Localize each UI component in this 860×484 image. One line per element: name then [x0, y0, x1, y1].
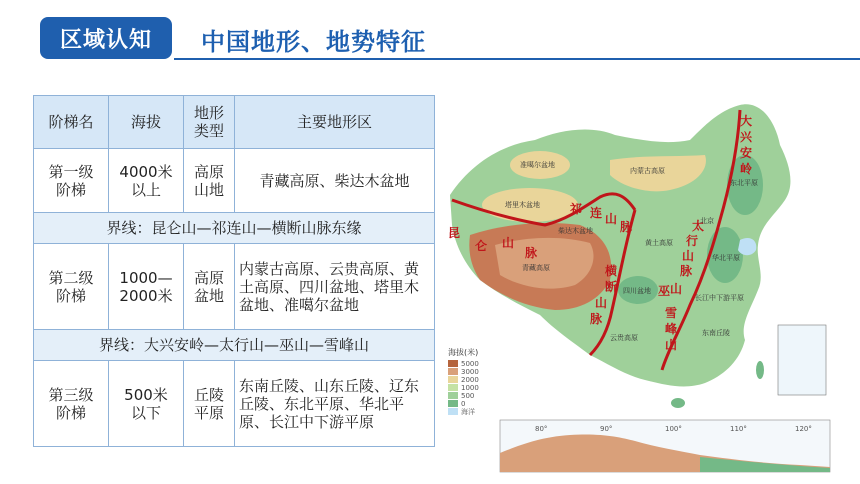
terrain-profile	[500, 420, 830, 472]
daxinganling-char: 安	[740, 146, 753, 160]
step-regions: 内蒙古高原、云贵高原、黄土高原、四川盆地、塔里木盆地、准噶尔盆地	[235, 244, 435, 330]
qilian-char: 连	[590, 206, 603, 220]
place-label: 东南丘陵	[702, 329, 730, 337]
step-elevation: 4000米 以上	[109, 149, 184, 213]
taihang-char: 山	[682, 249, 695, 263]
place-label: 四川盆地	[623, 287, 651, 295]
legend-swatch	[448, 408, 458, 415]
col-header-step: 阶梯名	[34, 96, 109, 149]
xuefeng-char: 山	[665, 338, 678, 352]
xuefeng-char: 峰	[665, 322, 678, 336]
place-label: 云贵高原	[610, 334, 638, 342]
step-name: 第二级 阶梯	[34, 244, 109, 330]
step-type: 高原 山地	[184, 149, 235, 213]
legend-label: 0	[461, 400, 466, 408]
hainan	[671, 398, 685, 408]
place-label: 东北平原	[730, 179, 758, 187]
hengduan-char: 脉	[590, 312, 603, 326]
col-header-regions: 主要地形区	[235, 96, 435, 149]
qilian-char: 脉	[620, 220, 633, 234]
step-name: 第一级 阶梯	[34, 149, 109, 213]
place-label: 准噶尔盆地	[520, 161, 555, 169]
qilian-char: 山	[605, 212, 618, 226]
legend-title: 海拔(米)	[448, 348, 479, 357]
place-label: 柴达木盆地	[558, 227, 593, 235]
legend-swatch	[448, 384, 458, 391]
step-type: 丘陵 平原	[184, 361, 235, 447]
hengduan-char: 横	[605, 264, 618, 278]
legend-swatch	[448, 376, 458, 383]
place-label: 长江中下游平原	[695, 294, 744, 302]
legend-label: 3000	[461, 368, 479, 376]
legend-label: 2000	[461, 376, 479, 384]
col-header-type: 地形 类型	[184, 96, 235, 149]
daxinganling-char: 岭	[740, 162, 753, 176]
legend-swatch	[448, 400, 458, 407]
place-label: 黄土高原	[645, 239, 673, 247]
legend-label: 500	[461, 392, 475, 400]
taiwan	[756, 361, 764, 379]
legend-label: 1000	[461, 384, 479, 392]
table-row	[34, 330, 435, 361]
daxinganling-char: 兴	[740, 130, 753, 144]
col-header-elevation: 海拔	[109, 96, 184, 149]
kunlun-char: 昆	[448, 226, 461, 240]
hengduan-char: 山	[595, 296, 608, 310]
daxinganling-char: 大	[740, 114, 753, 128]
step-elevation: 1000— 2000米	[109, 244, 184, 330]
kunlun-char: 山	[502, 236, 515, 250]
step-regions: 东南丘陵、山东丘陵、辽东丘陵、东北平原、华北平原、长江中下游平原	[235, 361, 435, 447]
china-terrain-map	[440, 85, 840, 480]
wushan-char: 巫	[658, 284, 671, 298]
kunlun-char: 仑	[475, 239, 488, 253]
header-divider	[174, 58, 860, 60]
place-label: 华北平原	[712, 254, 740, 262]
table-row	[34, 244, 435, 330]
profile-tick: 100°	[665, 425, 682, 433]
step-type: 高原 盆地	[184, 244, 235, 330]
wushan-char: 山	[670, 282, 683, 296]
bohai-sea	[738, 238, 756, 255]
place-label: 塔里木盆地	[505, 201, 540, 209]
hengduan-char: 断	[605, 280, 618, 294]
legend-swatch	[448, 392, 458, 399]
kunlun-char: 脉	[525, 246, 538, 260]
table-header-row	[34, 96, 435, 149]
taihang-char: 太	[692, 219, 705, 233]
boundary-line: 界线：昆仑山—祁连山—横断山脉东缘	[34, 213, 435, 244]
xuefeng-char: 雪	[665, 306, 678, 320]
legend-swatch	[448, 360, 458, 367]
profile-tick: 80°	[535, 425, 548, 433]
profile-tick: 110°	[730, 425, 747, 433]
south-china-sea-inset	[778, 325, 826, 395]
legend-swatch	[448, 368, 458, 375]
place-label: 内蒙古高原	[630, 167, 665, 175]
section-badge: 区域认知	[40, 17, 172, 59]
taihang-char: 行	[686, 234, 699, 248]
place-label: 北京	[700, 217, 714, 225]
terrain-steps-table	[33, 95, 435, 447]
step-regions: 青藏高原、柴达木盆地	[235, 149, 435, 213]
table-row	[34, 149, 435, 213]
place-label: 青藏高原	[522, 264, 550, 272]
profile-tick: 90°	[600, 425, 613, 433]
step-name: 第三级 阶梯	[34, 361, 109, 447]
step-elevation: 500米 以下	[109, 361, 184, 447]
table-row	[34, 213, 435, 244]
table-row	[34, 361, 435, 447]
boundary-line: 界线：大兴安岭—太行山—巫山—雪峰山	[34, 330, 435, 361]
legend-label: 海洋	[461, 408, 475, 416]
profile-tick: 120°	[795, 425, 812, 433]
qilian-char: 祁	[570, 202, 583, 216]
taihang-char: 脉	[680, 264, 693, 278]
legend-label: 5000	[461, 360, 479, 368]
page-title: 中国地形、地势特征	[201, 28, 426, 56]
